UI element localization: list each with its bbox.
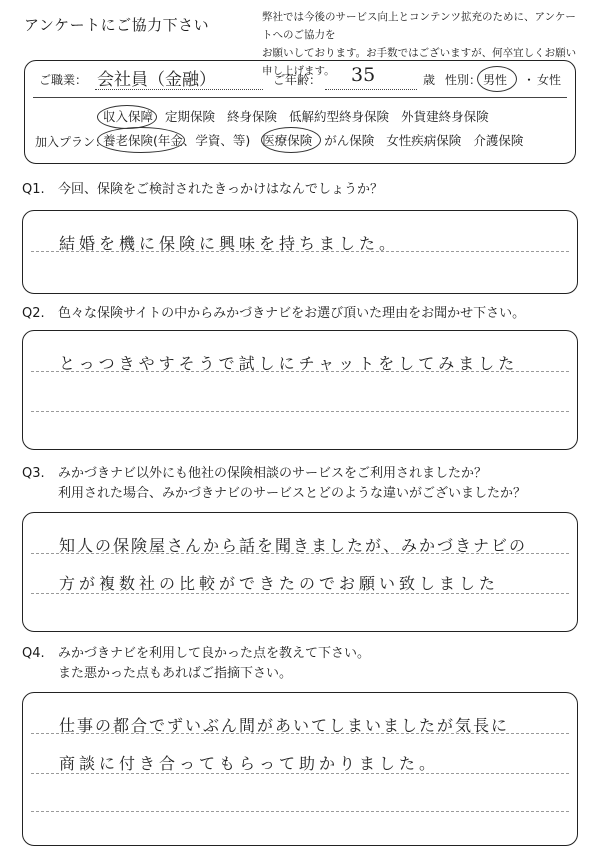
survey-title: アンケートにご協力下さい <box>24 16 210 34</box>
question-4 <box>22 644 370 684</box>
plan-option: 収入保障 <box>103 109 154 124</box>
question-2 <box>22 304 525 324</box>
age-value: 35 <box>351 64 376 86</box>
question-text: 色々な保険サイトの中からみかづきナビをお選び頂いた理由をお聞かせ下さい。 <box>58 306 526 321</box>
occupation-underline <box>95 89 263 90</box>
question-text: みかづきナビを利用して良かった点を教えて下さい。 <box>58 646 371 661</box>
question-number: Q1. <box>22 182 45 197</box>
answer-text: 仕事の都合でずいぶん間があいてしまいましたが気長に <box>59 716 510 735</box>
intro-line-2: お願いしております。お手数ではございますが、何卒宜しくお願い申し上げます。 <box>262 47 577 77</box>
plan-option: がん保険 <box>324 133 375 148</box>
question-1 <box>22 180 383 200</box>
plan-selection-circle <box>97 105 157 129</box>
plan-option: 女性疾病保険 <box>386 133 462 148</box>
question-number: Q4. <box>22 646 45 661</box>
intro-line-1: 弊社では今後のサービス向上とコンテンツ拡充のために、アンケートへのご協力を <box>262 11 576 41</box>
profile-box <box>24 60 576 164</box>
plan-row-1 <box>103 105 573 129</box>
question-3 <box>22 464 526 504</box>
question-text: 今回、保険をご検討されたきっかけはなんでしょうか？ <box>58 182 384 197</box>
plan-selection-circle <box>97 127 185 153</box>
answer-text: 結婚を機に保険に興味を持ちました。 <box>59 234 400 253</box>
gender-male: 男性 <box>483 73 508 87</box>
plan-option: 低解約型終身保険 <box>289 109 390 124</box>
gender-female: 女性 <box>537 73 562 87</box>
plan-option: 養老保険(年金、学資、等) <box>103 133 251 148</box>
question-text: みかづきナビ以外にも他社の保険相談のサービスをご利用されましたか？ <box>58 466 488 481</box>
plan-option: 医療保険 <box>262 133 313 148</box>
answer-box-1 <box>22 210 578 294</box>
profile-divider <box>33 97 567 98</box>
plan-option: 終身保険 <box>227 109 278 124</box>
answer-box-3 <box>22 512 578 632</box>
age-underline <box>325 89 417 90</box>
gender-separator: ・ <box>523 73 536 87</box>
occupation-value: 会社員（金融） <box>97 70 216 90</box>
answer-text: 商談に付き合ってもらって助かりました。 <box>59 754 440 773</box>
answer-text: 知人の保険屋さんから話を聞きましたが、みかづきナビの <box>59 536 528 555</box>
answer-line <box>31 411 569 412</box>
answer-box-4 <box>22 692 578 846</box>
gender-label: 性別： <box>445 73 482 87</box>
plan-option: 外貨建終身保険 <box>401 109 489 124</box>
plan-selection-circle <box>261 127 321 153</box>
plan-label: 加入プラン： <box>35 135 108 149</box>
question-number: Q3. <box>22 466 45 481</box>
plan-option: 定期保険 <box>165 109 216 124</box>
question-subtext: 利用された場合、みかづきナビのサービスとどのような違いがございましたか？ <box>58 486 527 501</box>
answer-text: 方が複数社の比較ができたのでお願い致しました <box>59 574 500 593</box>
answer-text: とっつきやすそうで試しにチャットをしてみました <box>59 354 519 373</box>
answer-box-2 <box>22 330 578 450</box>
occupation-label: ご職業： <box>39 73 88 87</box>
gender-selection-circle <box>477 66 517 92</box>
answer-line <box>31 811 569 812</box>
question-number: Q2. <box>22 306 45 321</box>
age-unit: 歳 <box>423 73 436 87</box>
question-subtext: また悪かった点もあればご指摘下さい。 <box>58 666 293 681</box>
age-label: ご年齢： <box>273 73 322 87</box>
plan-option: 介護保険 <box>473 133 524 148</box>
